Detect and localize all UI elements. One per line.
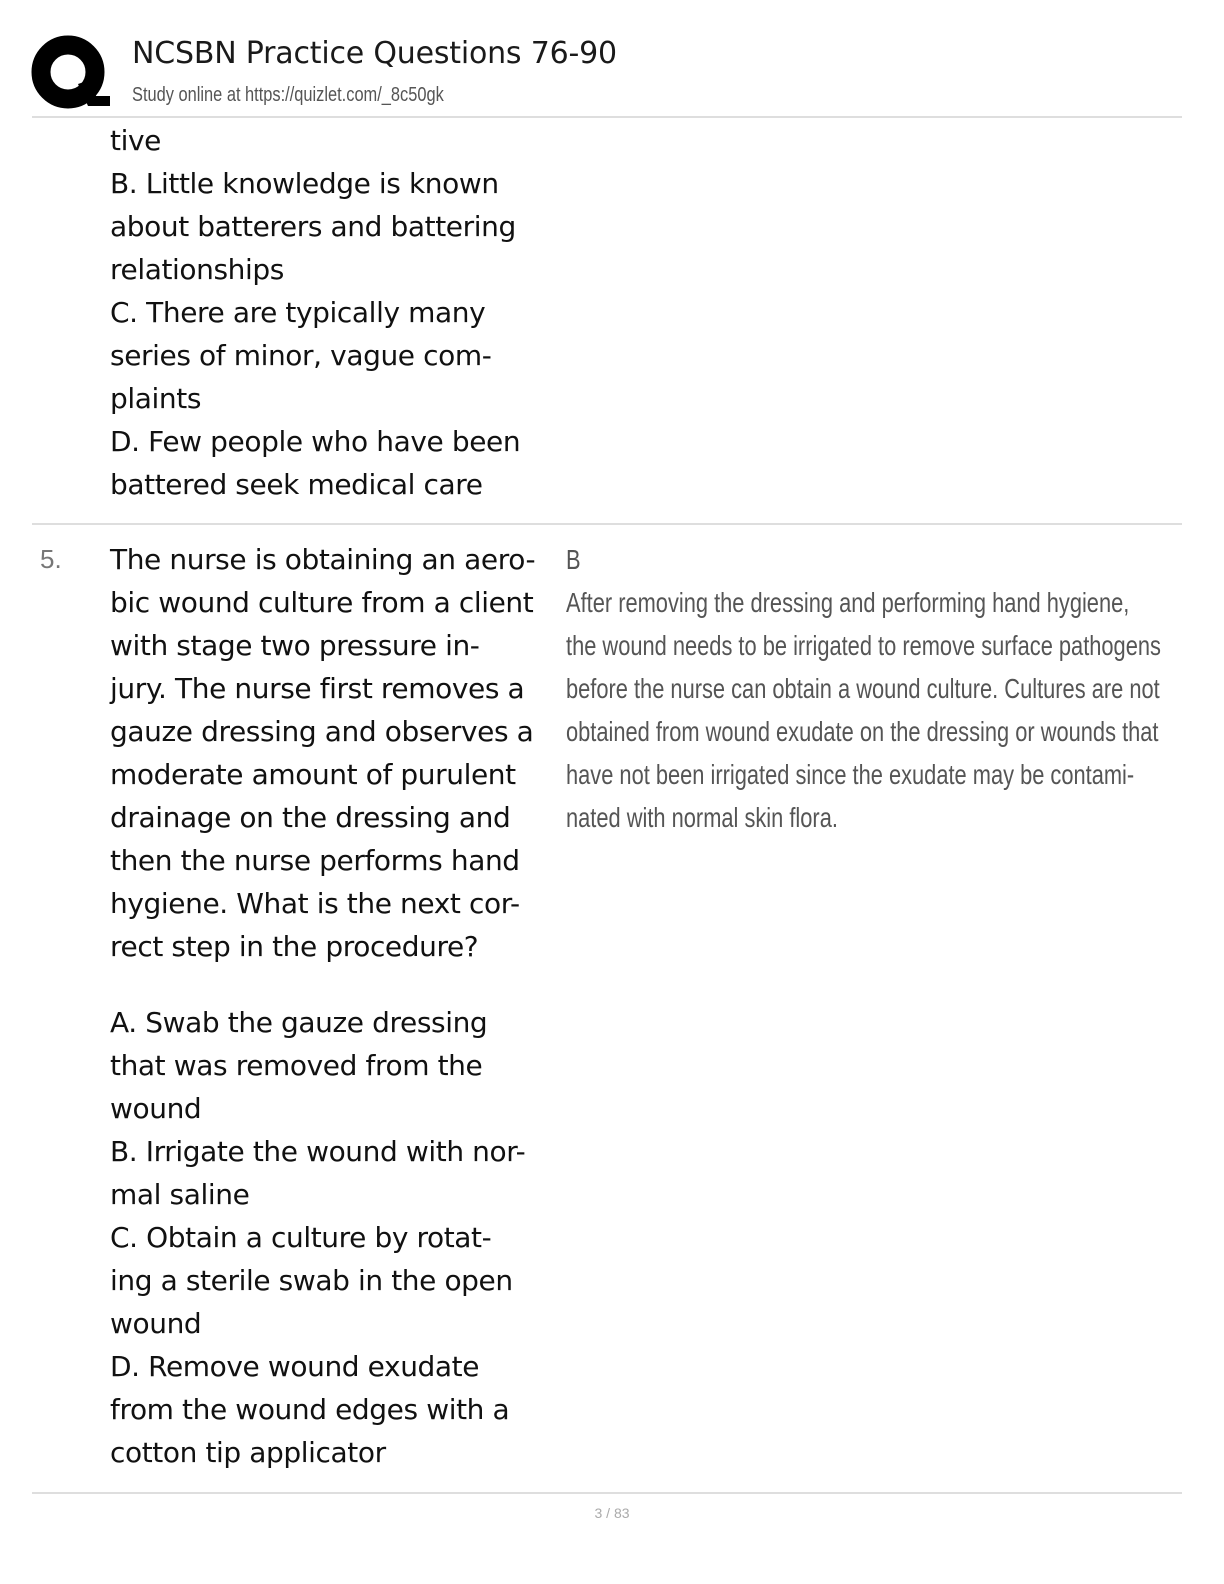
option-d: D. Few people who have been xyxy=(110,425,521,458)
explanation-line: obtained from wound exudate on the dressing or wounds that xyxy=(566,716,1159,747)
text-line: relationships xyxy=(110,253,284,286)
header-divider xyxy=(32,116,1182,118)
answer-options xyxy=(110,1001,580,1474)
option-b: B. Irrigate the wound with nor- xyxy=(110,1135,526,1168)
page-number: 3 / 83 xyxy=(594,1505,630,1521)
page-header xyxy=(0,0,1224,118)
text-line: about batterers and battering xyxy=(110,210,516,243)
answer-explanation xyxy=(566,538,1186,839)
question-number: 5. xyxy=(40,544,62,574)
correct-answer-letter: B xyxy=(566,544,581,575)
text-line: The nurse is obtaining an aero- xyxy=(110,543,536,576)
text-line: mal saline xyxy=(110,1178,250,1211)
explanation-line: nated with normal skin flora. xyxy=(566,802,838,833)
option-c: C. There are typically many xyxy=(110,296,486,329)
text-line: ing a sterile swab in the open xyxy=(110,1264,513,1297)
text-line: then the nurse performs hand xyxy=(110,844,520,877)
option-d: D. Remove wound exudate xyxy=(110,1350,480,1383)
text-line: rect step in the procedure? xyxy=(110,930,479,963)
option-a: A. Swab the gauze dressing xyxy=(110,1006,488,1039)
text-line: wound xyxy=(110,1307,202,1340)
previous-question-continuation xyxy=(110,119,580,506)
text-line: gauze dressing and observes a xyxy=(110,715,534,748)
document-title: NCSBN Practice Questions 76-90 xyxy=(132,36,617,71)
text-line: wound xyxy=(110,1092,202,1125)
study-online-link[interactable]: Study online at https://quizlet.com/_8c50gk xyxy=(132,84,444,106)
explanation-line: After removing the dressing and performing hand hygiene, xyxy=(566,587,1130,618)
footer-divider xyxy=(32,1492,1182,1494)
option-c: C. Obtain a culture by rotat- xyxy=(110,1221,492,1254)
text-line: drainage on the dressing and xyxy=(110,801,511,834)
text-line: cotton tip applicator xyxy=(110,1436,386,1469)
text-line: from the wound edges with a xyxy=(110,1393,510,1426)
text-line: bic wound culture from a client xyxy=(110,586,534,619)
text-line: with stage two pressure in- xyxy=(110,629,480,662)
question-stem xyxy=(110,538,580,968)
text-line: hygiene. What is the next cor- xyxy=(110,887,520,920)
option-b: B. Little knowledge is known xyxy=(110,167,499,200)
text-line: that was removed from the xyxy=(110,1049,483,1082)
text-line: tive xyxy=(110,124,161,157)
text-line: battered seek medical care xyxy=(110,468,483,501)
explanation-line: have not been irrigated since the exudate may be contami- xyxy=(566,759,1135,790)
text-line: moderate amount of purulent xyxy=(110,758,516,791)
text-line: plaints xyxy=(110,382,202,415)
question-divider xyxy=(32,523,1182,525)
explanation-line: before the nurse can obtain a wound culture. Cultures are not xyxy=(566,673,1160,704)
explanation-line: the wound needs to be irrigated to remove surface pathogens xyxy=(566,630,1161,661)
text-line: series of minor, vague com- xyxy=(110,339,492,372)
text-line: jury. The nurse first removes a xyxy=(110,672,525,705)
quizlet-q-logo-icon xyxy=(30,34,110,114)
